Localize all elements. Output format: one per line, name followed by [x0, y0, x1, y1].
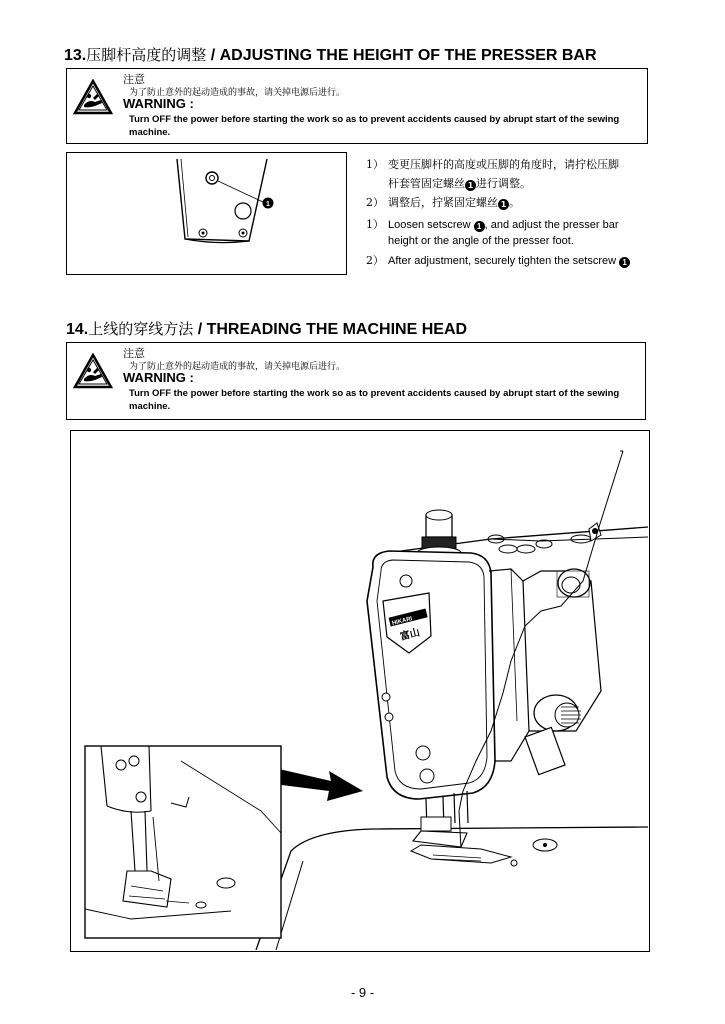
step-cn-1: 1） 变更压脚杆的高度或压脚的角度时，请拧松压脚 — [366, 158, 619, 171]
presser-bar-figure — [66, 152, 347, 275]
setscrew-marker: 1 — [465, 180, 476, 191]
section-13-title-cn: 压脚杆高度的调整 — [86, 46, 207, 64]
setscrew-marker: 1 — [619, 257, 630, 268]
machine-head-illustration — [71, 431, 648, 950]
step-en-1: 1） Loosen setscrew 1 , and adjust the presser bar — [366, 218, 619, 231]
step-en-1-cont: height or the angle of the presser foot. — [388, 235, 574, 247]
section-14-title-en: / THREADING THE MACHINE HEAD — [193, 321, 468, 338]
warning-box-13 — [66, 68, 648, 144]
section-14-title-cn: 上线的穿线方法 — [88, 320, 194, 338]
section-14-heading — [66, 318, 467, 339]
warning-cn-title: 注意 — [123, 73, 145, 86]
warning-triangle-icon — [73, 353, 113, 389]
presser-bar-illustration — [67, 153, 345, 273]
callout-label: 1 — [266, 201, 270, 208]
warning-title: WARNING : — [123, 370, 194, 385]
brand-en: HIKARI — [391, 616, 414, 627]
warning-cn-text: 为了防止意外的起动造成的事故，请关掉电源后进行。 — [129, 362, 346, 372]
step-cn-1-cont: 杆套管固定螺丝 1 进行调整。 — [388, 177, 531, 190]
step-en-2: 2） After adjustment, securely tighten the setscrew 1 — [366, 252, 630, 268]
step-cn-2: 2） 调整后，拧紧固定螺丝 1 。 — [366, 196, 520, 209]
warning-text: Turn OFF the power before starting the work so as to prevent accidents caused by abrupt start of the sewing machine. — [129, 388, 620, 412]
warning-cn-title: 注意 — [123, 347, 145, 360]
warning-text: Turn OFF the power before starting the work so as to prevent accidents caused by abrupt start of the sewing machine. — [129, 114, 620, 138]
warning-title: WARNING : — [123, 96, 194, 111]
needle-detail-inset — [85, 746, 281, 938]
section-13-heading — [64, 44, 597, 65]
warning-box-14 — [66, 342, 646, 420]
brand-cn: 富山 — [399, 627, 422, 643]
section-14-number: 14. — [66, 321, 89, 338]
warning-triangle-icon — [73, 79, 113, 115]
setscrew-marker: 1 — [498, 199, 509, 210]
warning-cn-text: 为了防止意外的起动造成的事故，请关掉电源后进行。 — [129, 88, 346, 98]
threading-figure — [70, 430, 650, 952]
setscrew-marker: 1 — [474, 221, 485, 232]
section-13-number: 13. — [64, 47, 87, 64]
section-13-title-en: / ADJUSTING THE HEIGHT OF THE PRESSER BAR — [206, 47, 597, 64]
page-number: - 9 - — [350, 985, 375, 1000]
